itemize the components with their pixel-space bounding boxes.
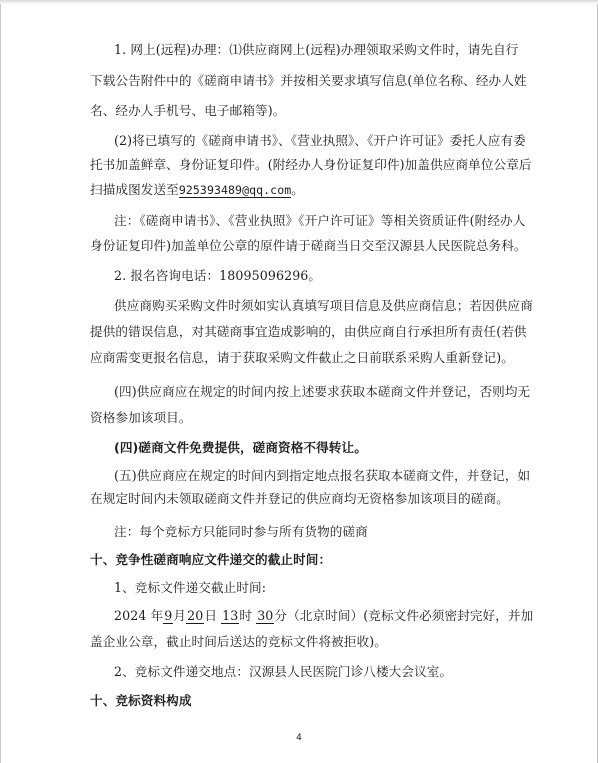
deadline-day-unit: 日 (204, 608, 218, 623)
p6-line-1: (四)供应商应在规定的时间内按上述要求获取本磋商文件并登记，否则均无 (114, 384, 531, 399)
deadline-month: 9 (164, 608, 173, 623)
scan-edge (0, 0, 598, 4)
p10-line-4: 2、竞标文件递交地点：汉源县人民医院门诊八楼大会议室。 (114, 664, 453, 679)
p2-line-1: (2)将已填写的《磋商申请书》、《营业执照》、《开户许可证》委托人应有委 (114, 133, 526, 148)
deadline-minute: 30 (257, 608, 274, 623)
p8-line-1: (五)供应商应在规定的时间内到指定地点报名获取本磋商文件，并登记，如 (114, 468, 531, 483)
deadline-month-unit: 月 (173, 608, 187, 623)
p10-line-3: 盖企业公章，截止时间后送达的竞标文件将被拒收)。 (90, 634, 387, 649)
p5-line-3: 应商需变更报名信息，请于获取采购文件截止之日前联系采购人重新登记)。 (90, 350, 514, 365)
p9-line-1: 注：每个竞标方只能同时参与所有货物的磋商 (114, 524, 368, 539)
p5-line-1: 供应商购买采购文件时须如实认真填写项目信息及供应商信息；若因供应商 (114, 298, 533, 313)
p2-line-3-prefix: 扫描成图发送至 (90, 182, 179, 197)
email-link[interactable]: 925393489@qq.com (178, 183, 292, 197)
p4-line-1: 2. 报名咨询电话：18095096296。 (114, 268, 322, 283)
p3-line-2: 身份证复印件)加盖单位公章的原件请于磋商当日交至汉源县人民医院总务科。 (90, 238, 527, 253)
deadline-year-unit: 年 (150, 608, 164, 623)
deadline-day: 20 (187, 608, 204, 623)
p3-line-1: 注：《磋商申请书》、《营业执照》《开户许可证》等相关资质证件(附经办人 (114, 213, 526, 228)
p1-line-2: 下载公告附件中的《磋商申请书》并按相关要求填写信息(单位名称、经办人姓 (90, 73, 527, 88)
p2-line-2: 托书加盖鲜章、身份证复印件。(附经办人身份证复印件)加盖供应商单位公章后 (90, 157, 532, 172)
deadline-hour-unit: 时 (239, 608, 253, 623)
p5-line-2: 提供的错误信息，对其磋商事宜造成影响的，由供应商自行承担所有责任(若供 (90, 324, 527, 339)
deadline-rest: 分（北京时间）(竞标文件必须密封完好，并加 (274, 608, 534, 623)
p10-deadline-line (114, 608, 533, 624)
section-heading-11: 十、竞标资料构成 (90, 693, 192, 708)
p1-line-1: 1. 网上(远程)办理：⑴供应商网上(远程)办理领取采购文件时，请先自行 (114, 42, 519, 57)
p2-line-3 (90, 182, 304, 198)
p1-line-3: 名、经办人手机号、电子邮箱等)。 (90, 103, 286, 118)
p8-line-2: 在规定时间内未领取磋商文件并登记的供应商均无资格参加该项目的磋商。 (90, 491, 509, 506)
p2-line-3-suffix: 。 (291, 182, 304, 197)
page-number: 4 (296, 733, 302, 743)
p10-line-1: 1、竞标文件递交截止时间: (114, 580, 267, 595)
p7-line-1: (四)磋商文件免费提供，磋商资格不得转让。 (114, 440, 367, 455)
deadline-hour: 13 (222, 608, 239, 623)
p6-line-2: 资格参加该项目。 (90, 410, 192, 425)
deadline-year: 2024 (114, 608, 147, 623)
section-heading-10: 十、竞争性磋商响应文件递交的截止时间： (90, 552, 332, 567)
